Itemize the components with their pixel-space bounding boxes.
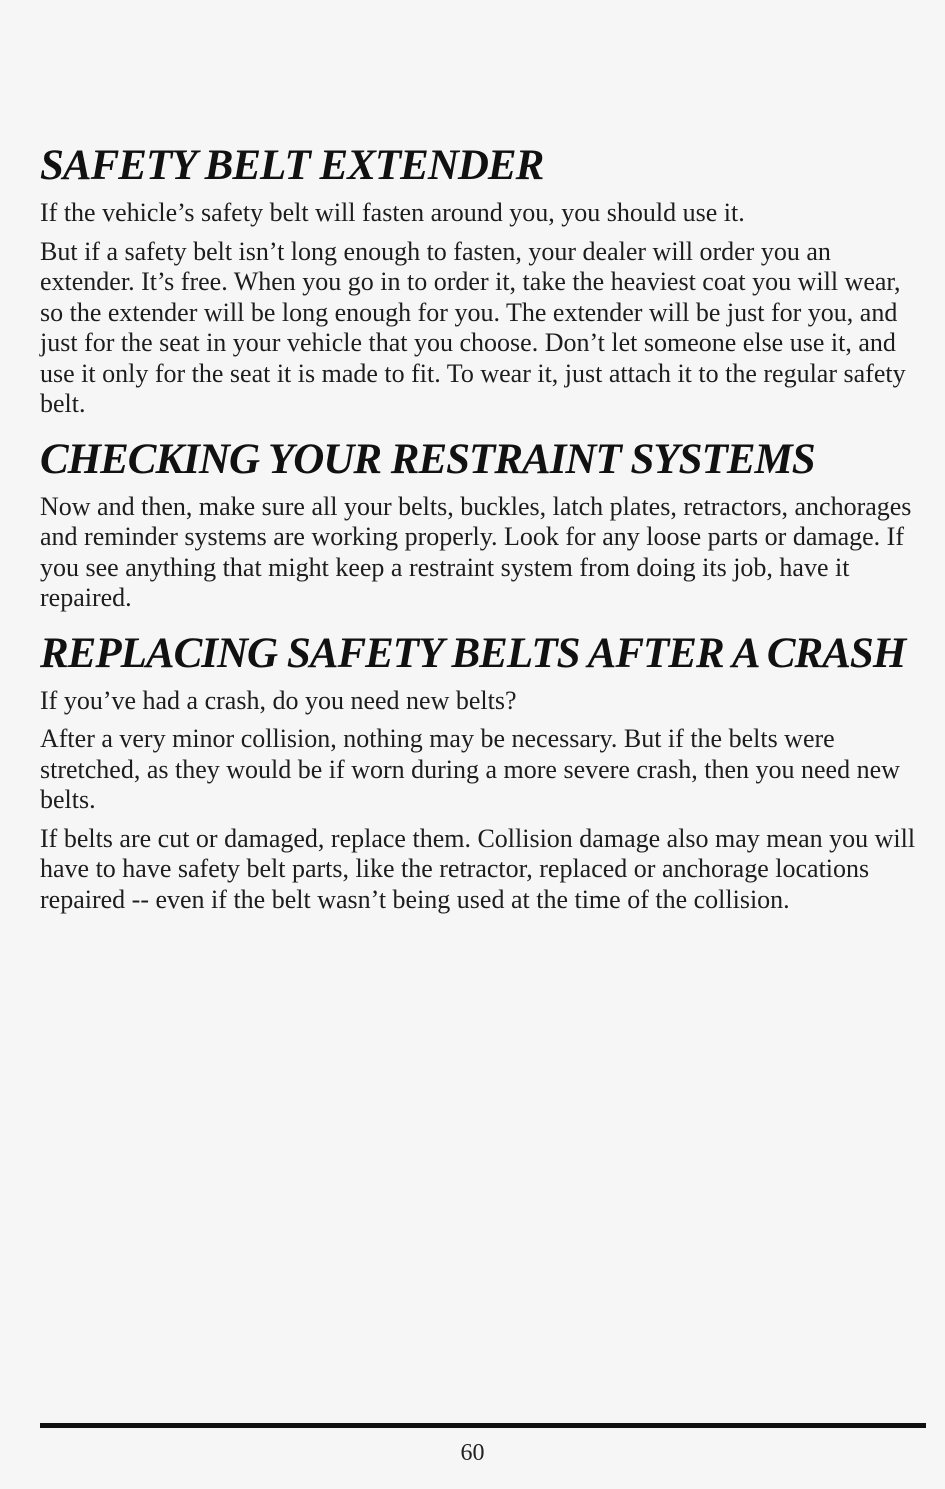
paragraph: But if a safety belt isn’t long enough to fasten, your dealer will order you an extender. It’s free. When you go in to order it, take the heaviest coat you will wear, so the extender will be long enough for you. The extender will be just for you, and just for the seat in your vehicle that you choose. Don’t let someone else use it, and use it only for the seat it is made to fit. To wear it, just attach it to the regular safety belt. [40,236,906,418]
section-title-safety-belt-extender: SAFETY BELT EXTENDER [40,142,544,189]
section-title-checking-restraint-systems: CHECKING YOUR RESTRAINT SYSTEMS [40,435,815,483]
paragraph: If you’ve had a crash, do you need new belts? [40,685,517,715]
paragraph: After a very minor collision, nothing may be necessary. But if the belts were stretched, as they would be if worn during a more severe crash, then you need new belts. [40,724,900,814]
paragraph: If the vehicle’s safety belt will fasten around you, you should use it. [40,198,745,227]
paragraph: Now and then, make sure all your belts, buckles, latch plates, retractors, anchorages and reminder systems are working properly. Look for any loose parts or damage. If you see anything that might keep a restraint system from doing its job, have it repaired. [40,491,912,612]
page-content [40,140,920,923]
section-title-replacing-safety-belts: REPLACING SAFETY BELTS AFTER A CRASH [40,629,906,677]
paragraph: If belts are cut or damaged, replace them. Collision damage also may mean you will have to have safety belt parts, like the retractor, replaced or anchorage locations repaired -- even if the belt wasn’t being used at the time of the collision. [40,823,916,914]
page-number: 60 [460,1440,485,1466]
footer-divider [40,1423,926,1428]
